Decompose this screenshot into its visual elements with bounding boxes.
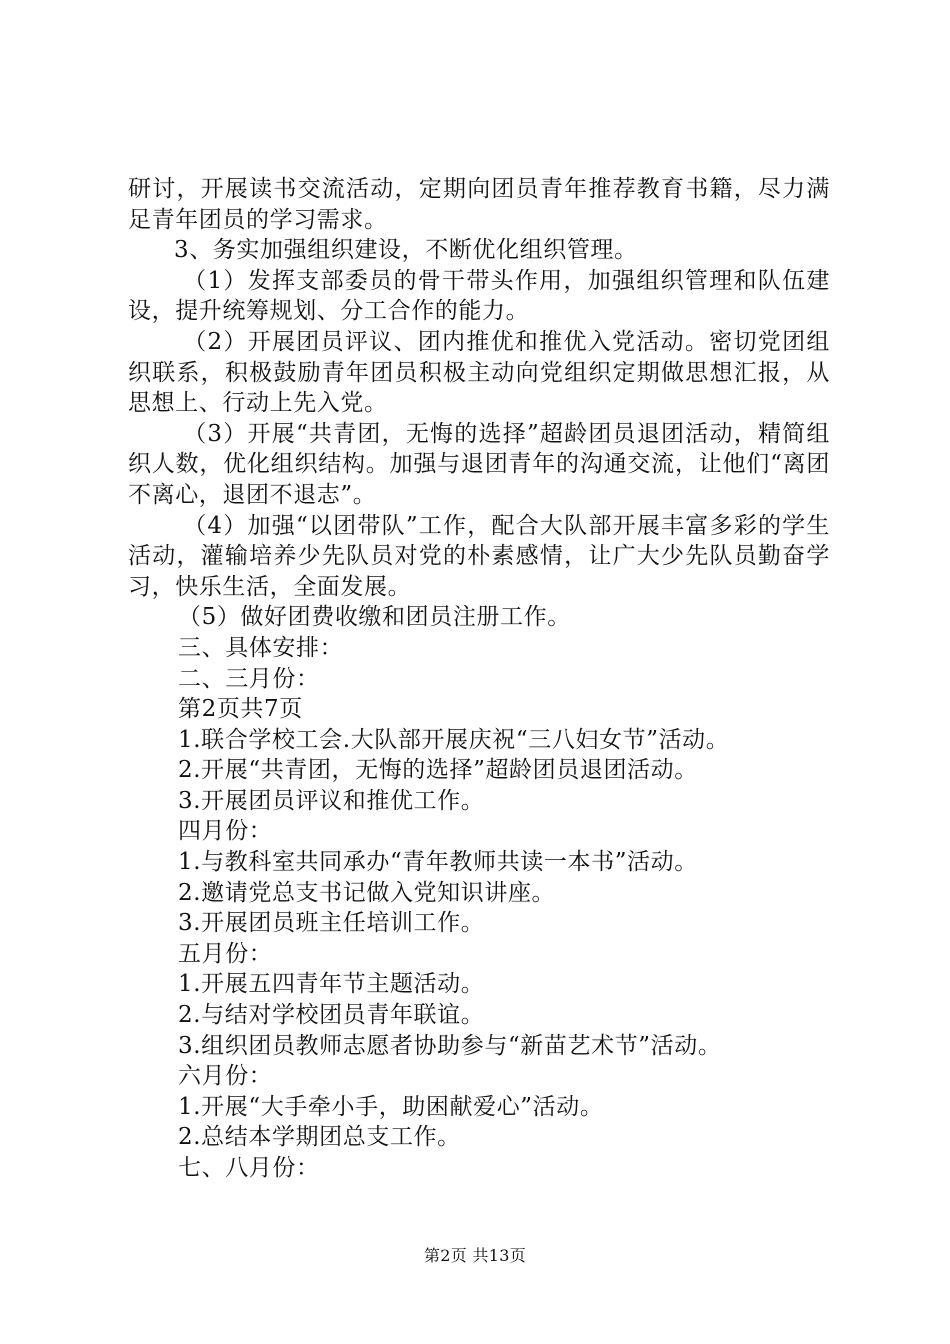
line-10: 2.邀请党总支书记做入党知识讲座。 — [178, 879, 556, 906]
line-12: 五月份： — [178, 940, 273, 967]
line-7: 3.开展团员评议和推优工作。 — [178, 787, 485, 814]
line-1: （5）做好团费收缴和团员注册工作。 — [178, 604, 571, 631]
line-9: 1.与教科室共同承办“青年教师共读一本书”活动。 — [178, 849, 698, 876]
paragraph-4: （2）开展团员评议、团内推优和推优入党活动。密切党团组织联系，积极鼓励青年团员积极主动向党组织定期做思想汇报，从思想上、行动上先入党。 — [128, 328, 830, 417]
line-6: 2.开展“共青团，无悔的选择”超龄团员退团活动。 — [178, 757, 698, 784]
line-15: 3.组织团员教师志愿者协助参与“新苗艺术节”活动。 — [178, 1032, 722, 1059]
line-2: 三、具体安排： — [178, 634, 344, 661]
document-body — [128, 174, 830, 1184]
line-8: 四月份： — [178, 818, 273, 845]
paragraph-1: 研讨，开展读书交流活动，定期向团员青年推荐教育书籍，尽力满足青年团员的学习需求。 — [128, 176, 830, 233]
page-footer: 第2页 共13页 — [423, 1246, 527, 1265]
paragraph-2: 3、务实加强组织建设，不断优化组织管理。 — [174, 237, 638, 264]
line-11: 3.开展团员班主任培训工作。 — [178, 910, 485, 937]
line-5: 1.联合学校工会.大队部开展庆祝“三八妇女节”活动。 — [178, 726, 730, 753]
paragraph-6: （4）加强“以团带队”工作，配合大队部开展丰富多彩的学生活动，灌输培养少先队员对党的朴素感情，让广大少先队员勤奋学习，快乐生活，全面发展。 — [128, 512, 830, 600]
line-13: 1.开展五四青年节主题活动。 — [178, 971, 485, 998]
line-16: 六月份： — [178, 1063, 273, 1090]
line-19: 七、八月份： — [178, 1155, 320, 1181]
line-17: 1.开展“大手牵小手，助困献爱心”活动。 — [178, 1093, 604, 1120]
line-14: 2.与结对学校团员青年联谊。 — [178, 1002, 485, 1029]
line-3: 二、三月份： — [178, 665, 320, 692]
line-4: 第2页共7页 — [178, 696, 303, 723]
paragraph-5: （3）开展“共青团，无悔的选择”超龄团员退团活动，精简组织人数，优化组织结构。加强与退团青年的沟通交流，让他们“离团不离心，退团不退志”。 — [128, 420, 830, 508]
line-18: 2.总结本学期团总支工作。 — [178, 1124, 461, 1151]
paragraph-3: （1）发挥支部委员的骨干带头作用，加强组织管理和队伍建设，提升统筹规划、分工合作的能力。 — [128, 267, 830, 325]
